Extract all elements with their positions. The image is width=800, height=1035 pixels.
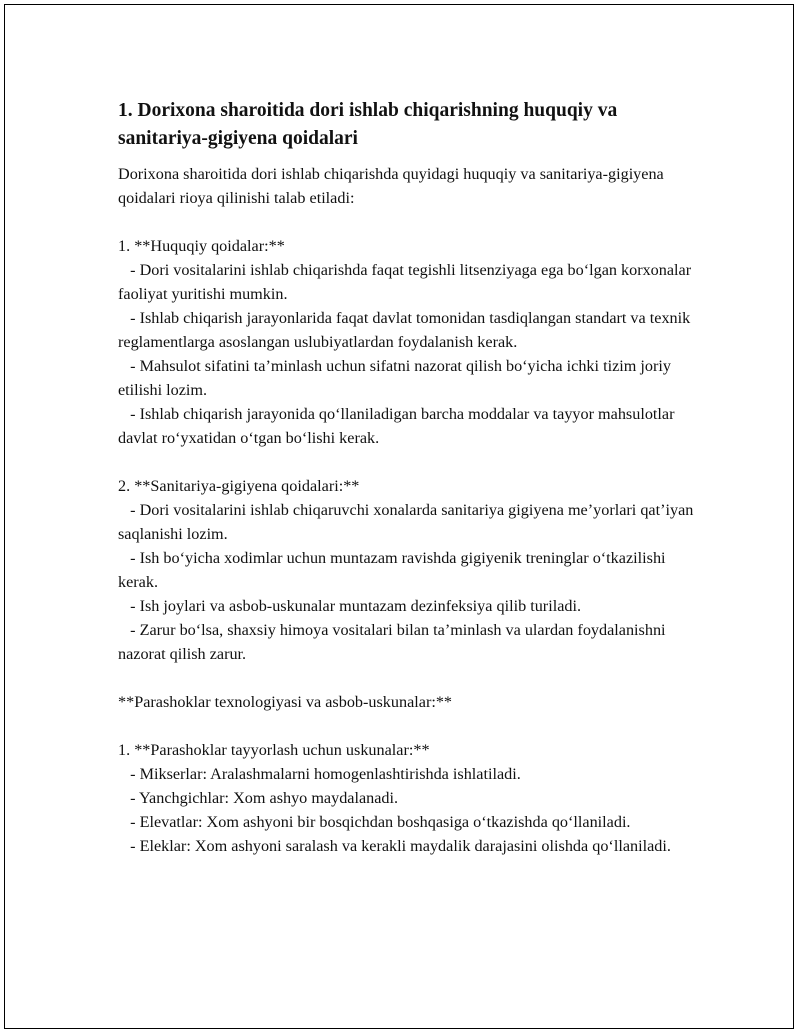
subtitle: **Parashoklar texnologiyasi va asbob-uskunalar:** <box>118 693 453 711</box>
list-item: - Ish bo‘yicha xodimlar uchun muntazam ravishda gigiyenik treninglar o‘tkazilishi kerak. <box>118 549 666 591</box>
spacer <box>118 450 698 474</box>
section-heading: 2. **Sanitariya-gigiyena qoidalari:** <box>118 477 360 495</box>
list-item: - Yanchgichlar: Xom ashyo maydalanadi. <box>130 789 399 807</box>
spacer <box>118 714 698 738</box>
list-item: - Dori vositalarini ishlab chiqaruvchi xonalarda sanitariya gigiyena me’yorlari qat’iyan saqlanishi lozim. <box>118 501 694 543</box>
list-item: - Mikserlar: Aralashmalarni homogenlashtirishda ishlatiladi. <box>130 765 521 783</box>
spacer <box>118 210 698 234</box>
list-item: - Ish joylari va asbob-uskunalar muntazam dezinfeksiya qilib turiladi. <box>130 597 582 615</box>
list-item: - Mahsulot sifatini ta’minlash uchun sifatni nazorat qilish bo‘yicha ichki tizim joriy etilishi lozim. <box>118 357 671 399</box>
list-item: - Eleklar: Xom ashyoni saralash va kerakli maydalik darajasini olishda qo‘llaniladi. <box>130 837 671 855</box>
list-item: - Elevatlar: Xom ashyoni bir bosqichdan boshqasiga o‘tkazishda qo‘llaniladi. <box>130 813 631 831</box>
list-item: - Dori vositalarini ishlab chiqarishda faqat tegishli litsenziyaga ega bo‘lgan korxonalar faoliyat yuritishi mumkin. <box>118 261 692 303</box>
document-content <box>118 97 698 858</box>
spacer <box>118 666 698 690</box>
section-heading: 1. **Parashoklar tayyorlash uchun uskunalar:** <box>118 741 430 759</box>
intro-paragraph: Dorixona sharoitida dori ishlab chiqarishda quyidagi huquqiy va sanitariya-gigiyena qoidalari rioya qilinishi talab etiladi: <box>118 165 664 207</box>
list-item: - Zarur bo‘lsa, shaxsiy himoya vositalari bilan ta’minlash va ulardan foydalanishni nazorat qilish zarur. <box>118 621 666 663</box>
list-item: - Ishlab chiqarish jarayonida qo‘llaniladigan barcha moddalar va tayyor mahsulotlar davlat ro‘yxatidan o‘tgan bo‘lishi kerak. <box>118 405 675 447</box>
section-heading: 1. **Huquqiy qoidalar:** <box>118 237 285 255</box>
sanitary-rules-section <box>118 474 698 666</box>
document-page <box>4 4 794 1029</box>
document-title: 1. Dorixona sharoitida dori ishlab chiqarishning huquqiy va sanitariya-gigiyena qoidalari <box>118 100 618 149</box>
legal-rules-section <box>118 234 698 450</box>
equipment-section <box>118 738 698 858</box>
list-item: - Ishlab chiqarish jarayonlarida faqat davlat tomonidan tasdiqlangan standart va texnik reglamentlarga asoslangan uslubiyatlardan foydalanish kerak. <box>118 309 691 351</box>
